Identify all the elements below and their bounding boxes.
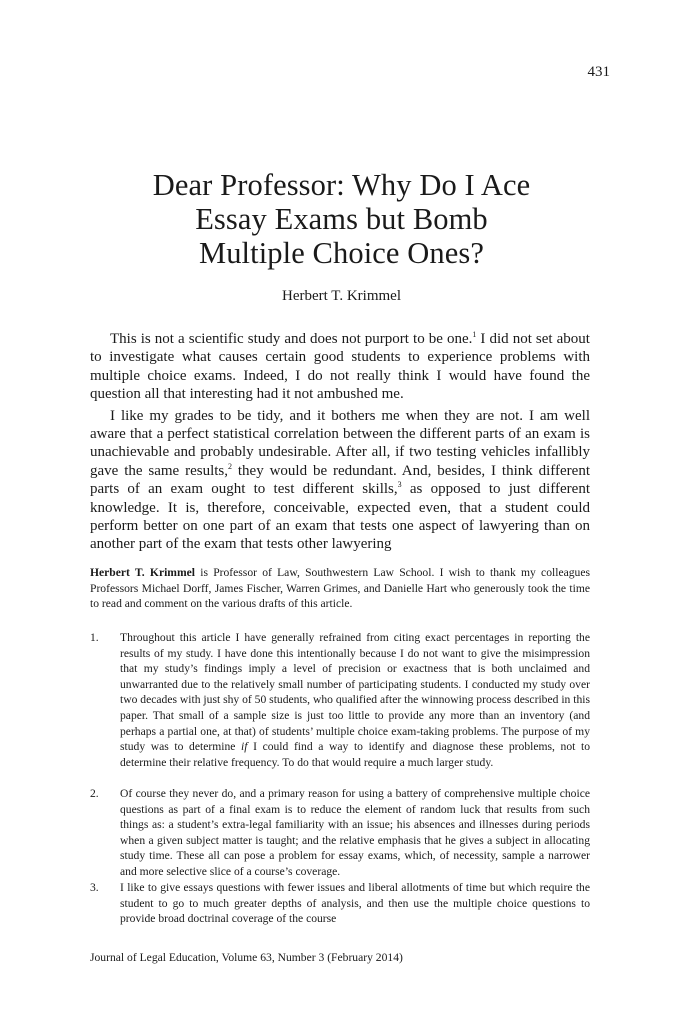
footnote-text: Of course they never do, and a primary reason for using a battery of comprehensive multiple choice questions as part of a final exam is to reduce the element of random luck that results from such things as: a student’s extra-legal familiarity with an issue; his absences and illnesses during periods when a given subject matter is taught; and the relative emphasis that he gives a subject in allocating study time. These all can pose a problem for essay exams, which, of necessity, sample a narrower and more selective slice of a course’s coverage.: [120, 787, 590, 878]
author-name: Herbert T. Krimmel: [282, 288, 401, 304]
article-title: [60, 168, 623, 270]
title-line: Essay Exams but Bomb: [195, 202, 488, 236]
page-number: 431: [587, 64, 610, 80]
footnote: [90, 880, 590, 927]
footnote-text: Throughout this article I have generally refrained from citing exact percentages in reporting the results of my study. I have done this intentionally because I do not want to give the misimpression that my study’s findings imply a level of precision or exactness that is both unclaimed and unwarranted due to the relatively small number of participating students. I conducted my study over two decades with just shy of 50 students, who qualified after the winnowing process described in this paper. That small of a sample size is just too little to provide any more than an inventory (and perhaps a partial one, at that) of students’ multiple choice exam-taking problems. The purpose of my study was to determine if I could find a way to identify and diagnose these problems, not to determine their relative frequency. To do that would require a much larger study.: [120, 631, 591, 769]
footnote-ref[interactable]: 2: [228, 461, 233, 471]
body-paragraph: This is not a scientific study and does not purport to be one.$^1$ I did not set about to investigate what causes certain good students to experience problems with multiple choice exams. Indeed, I do not really think I would have found the question all that interesting had it not ambushed me.: [90, 330, 590, 403]
body-paragraph: I like my grades to be tidy, and it bothers me when they are not. I am well aware that a perfect statistical correlation between the different parts of an exam is unachievable and probably undesirable. After all, if two testing vehicles infallibly gave the same results,$^2$ they would be redundant. And, besides, I think different parts of an exam ought to test different skills,$^3$ as opposed to just different knowledge. It is, therefore, conceivable, expected even, that a student could perform better on one part of an exam that tests one aspect of lawyering than on another part of the exam that tests other lawyering: [90, 407, 590, 553]
footnote-ref[interactable]: 3: [397, 480, 402, 490]
title-line: Multiple Choice Ones?: [198, 236, 484, 270]
footnote-text: I like to give essays questions with fewer issues and liberal allotments of time but which require the student to go to much greater depths of analysis, and then use the multiple choice questions to provide broad doctrinal coverage of the course: [120, 881, 590, 926]
footnote: [90, 630, 590, 770]
author-bio: Herbert T. Krimmel is Professor of Law, Southwestern Law School. I wish to thank my colleagues Professors Michael Dorff, James Fischer, Warren Grimes, and Danielle Hart who generously took the time to read and comment on the various drafts of this article.: [90, 566, 590, 610]
footnote: [90, 786, 590, 880]
article-body: [90, 330, 590, 554]
footnote-number: 2.: [90, 787, 99, 800]
journal-citation: Journal of Legal Education, Volume 63, Number 3 (February 2014): [90, 951, 403, 964]
footnote-number: 1.: [90, 631, 99, 644]
title-line: Dear Professor: Why Do I Ace: [152, 168, 531, 202]
footnote-number: 3.: [90, 881, 99, 894]
footnote-ref[interactable]: 1: [472, 330, 477, 339]
bio-name: Herbert T. Krimmel: [90, 566, 195, 579]
